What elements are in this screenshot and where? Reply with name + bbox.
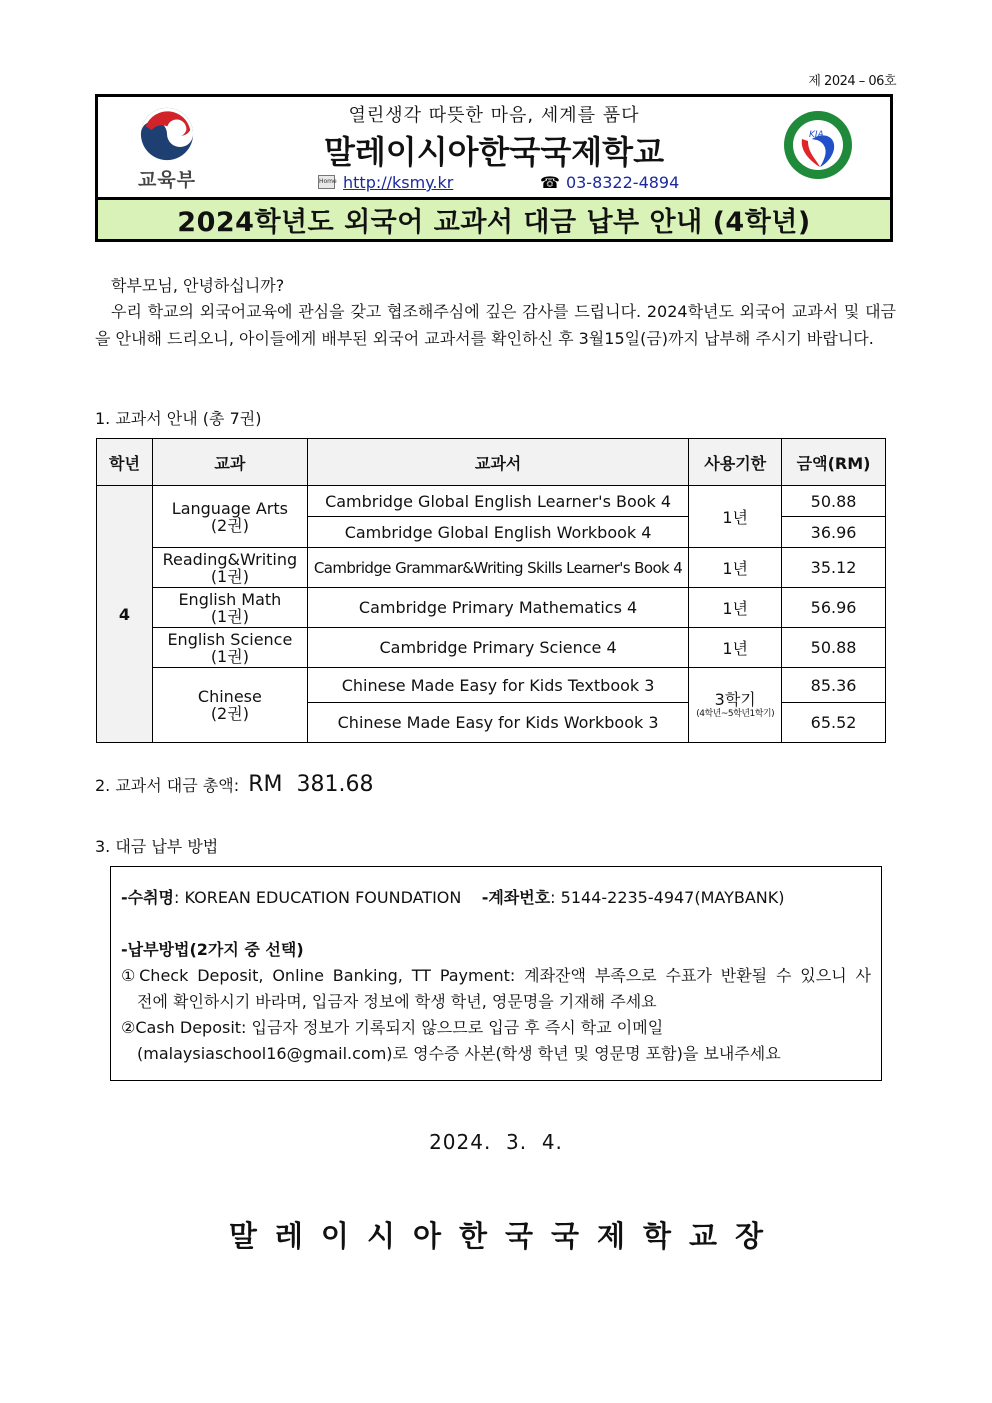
phone-number xyxy=(540,173,679,192)
subject-count: (2권) xyxy=(210,704,249,723)
subject-count: (1권) xyxy=(210,646,249,666)
letterhead xyxy=(95,94,893,242)
usage-period: 1년 xyxy=(689,628,782,668)
table-row xyxy=(97,668,886,703)
payee-label: -수취명 xyxy=(121,888,175,907)
principal-signature: 말레이시아한국국제학교장 xyxy=(228,1219,782,1253)
home-icon: Home xyxy=(318,175,335,189)
table-row xyxy=(97,588,886,628)
greeting: 학부모님, 안녕하십니까? xyxy=(111,276,285,295)
header-textbook: 교과서 xyxy=(307,439,688,486)
account-label: -계좌번호 xyxy=(481,888,551,907)
header-period: 사용기한 xyxy=(689,439,782,486)
method-1-line-1: ①Check Deposit, Online Banking, TT Payment: 계좌잔액 부족으로 수표가 반환될 수 있으니 사 xyxy=(121,966,871,985)
usage-period-note: (4학년~5학년1학기) xyxy=(696,708,775,719)
price: 56.96 xyxy=(782,588,886,628)
contact-row xyxy=(318,173,718,192)
subject-cell xyxy=(152,548,307,588)
payee-value: : KOREAN EDUCATION FOUNDATION xyxy=(174,888,462,907)
school-name: 말레이시아한국국제학교 xyxy=(323,133,665,171)
header-price: 금액(RM) xyxy=(782,439,886,486)
method-1-line-2: 전에 확인하시기 바라며, 입금자 정보에 학생 학년, 영문명을 기재해 주세요 xyxy=(137,992,657,1011)
telephone-icon: ☎ xyxy=(540,173,560,192)
method-2-line-2: (malaysiaschool16@gmail.com)로 영수증 사본(학생 학년 및 영문명 포함)을 보내주세요 xyxy=(137,1044,781,1063)
price: 50.88 xyxy=(782,486,886,517)
issue-date: 2024. 3. 4. xyxy=(429,1130,563,1154)
subject-name: English Science xyxy=(167,629,293,649)
subject-count: (1권) xyxy=(210,566,249,586)
document-title: 2024학년도 외국어 교과서 대금 납부 안내 (4학년) xyxy=(98,197,890,239)
textbook-title: Chinese Made Easy for Kids Workbook 3 xyxy=(307,703,688,743)
subject-name: Chinese xyxy=(197,687,262,706)
svg-text:KIA: KIA xyxy=(809,130,824,140)
subject-count: (1권) xyxy=(210,606,249,626)
usage-period: 1년 xyxy=(689,548,782,588)
textbook-title: Cambridge Primary Science 4 xyxy=(307,628,688,668)
document-number: 제 2024 – 06호 xyxy=(808,74,896,89)
usage-period-cell xyxy=(689,668,782,743)
payment-info-box xyxy=(110,866,882,1081)
subject-name: Language Arts xyxy=(171,498,288,518)
price: 35.12 xyxy=(782,548,886,588)
textbook-title: Cambridge Global English Learner's Book 4 xyxy=(307,486,688,517)
section-2-title: 2. 교과서 대금 총액: xyxy=(95,776,240,795)
textbook-title: Cambridge Primary Mathematics 4 xyxy=(307,588,688,628)
subject-name: English Math xyxy=(178,589,282,609)
header-subject: 교과 xyxy=(152,439,307,486)
table-row xyxy=(97,548,886,588)
table-row xyxy=(97,628,886,668)
usage-period: 3학기 xyxy=(714,689,756,709)
letterhead-top xyxy=(98,97,890,200)
section-1-title: 1. 교과서 안내 (총 7권) xyxy=(95,409,262,428)
grade-cell: 4 xyxy=(97,486,153,743)
total-amount: RM 381.68 xyxy=(248,772,374,797)
method-2-line-1: ②Cash Deposit: 입금자 정보가 기록되지 않으므로 입금 후 즉시 학교 이메일 xyxy=(121,1018,664,1037)
school-slogan: 열린생각 따뜻한 마음, 세계를 품다 xyxy=(348,105,640,126)
intro-paragraph: 우리 학교의 외국어교육에 관심을 갖고 협조해주심에 깊은 감사를 드립니다. 2024학년도 외국어 교과서 및 대금을 안내해 드리오니, 아이들에게 배부된 외국어 교과서를 확인하신 후 3월15일(금)까지 납부해 주시기 바랍니다. xyxy=(95,302,896,348)
price: 65.52 xyxy=(782,703,886,743)
usage-period: 1년 xyxy=(689,588,782,628)
subject-count: (2권) xyxy=(210,515,249,535)
phone-text: 03-8322-4894 xyxy=(565,173,680,192)
table-row xyxy=(97,486,886,517)
section-3-title: 3. 대금 납부 방법 xyxy=(95,837,219,856)
payment-methods-title xyxy=(121,937,871,963)
textbook-title: Chinese Made Easy for Kids Textbook 3 xyxy=(307,668,688,703)
subject-cell xyxy=(152,628,307,668)
payment-methods-heading: -납부방법(2가지 중 선택) xyxy=(121,940,304,959)
price: 85.36 xyxy=(782,668,886,703)
ministry-name: 교육부 xyxy=(137,169,197,191)
textbook-title: Cambridge Global English Workbook 4 xyxy=(307,517,688,548)
school-website-link[interactable]: http://ksmy.kr xyxy=(343,173,454,192)
bank-details-line xyxy=(121,885,871,911)
header-grade: 학년 xyxy=(97,439,153,486)
section-2-total xyxy=(95,772,373,797)
usage-period: 1년 xyxy=(689,486,782,548)
account-value: : 5144-2235-4947(MAYBANK) xyxy=(550,888,785,907)
price: 36.96 xyxy=(782,517,886,548)
subject-cell xyxy=(152,668,307,743)
textbook-title: Cambridge Grammar&Writing Skills Learner's Book 4 xyxy=(307,548,688,588)
subject-cell xyxy=(152,486,307,548)
price: 50.88 xyxy=(782,628,886,668)
subject-cell xyxy=(152,588,307,628)
school-emblem-icon xyxy=(782,109,854,181)
textbook-table xyxy=(96,438,886,743)
table-header-row xyxy=(97,439,886,486)
subject-name: Reading&Writing xyxy=(162,549,298,569)
